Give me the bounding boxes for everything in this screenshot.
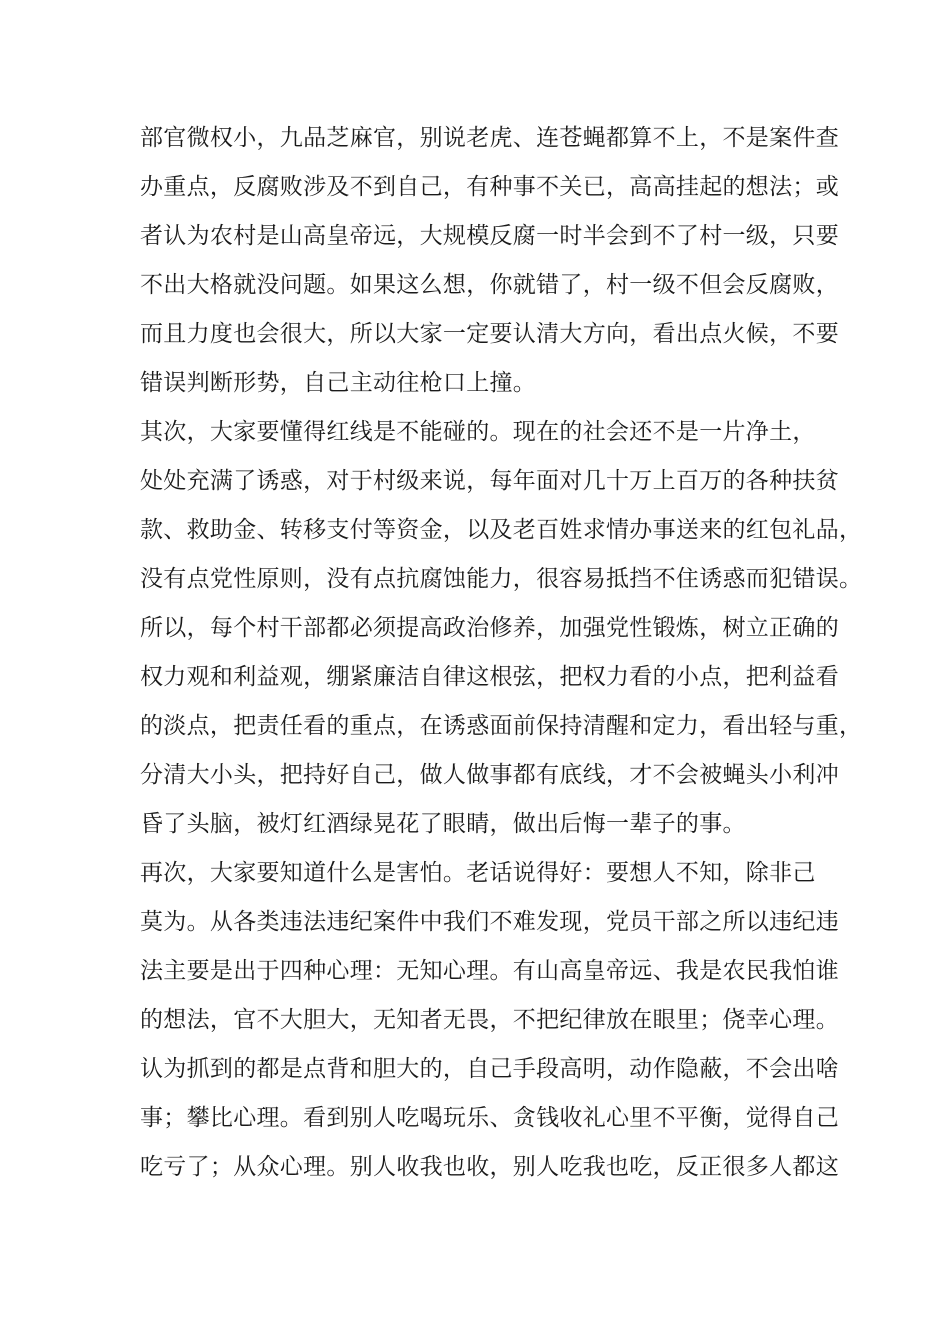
text-line: 法主要是出于四种心理：无知心理。有山高皇帝远、我是农民我怕谁 xyxy=(140,958,839,984)
paragraph-start-line: 其次，大家要懂得红线是不能碰的。现在的社会还不是一片净土， xyxy=(140,419,816,445)
text-line: 而且力度也会很大，所以大家一定要认清大方向，看出点火候，不要 xyxy=(140,321,839,347)
text-line: 的想法，官不大胆大，无知者无畏，不把纪律放在眼里；侥幸心理。 xyxy=(140,1007,839,1033)
text-line: 办重点，反腐败涉及不到自己，有种事不关已，高高挂起的想法；或 xyxy=(140,174,839,200)
text-line: 的淡点，把责任看的重点，在诱惑面前保持清醒和定力，看出轻与重， xyxy=(140,713,863,739)
text-line: 处处充满了诱惑，对于村级来说，每年面对几十万上百万的各种扶贫 xyxy=(140,468,839,494)
text-line: 吃亏了；从众心理。别人收我也收，别人吃我也吃，反正很多人都这 xyxy=(140,1154,839,1180)
text-line: 部官微权小，九品芝麻官，别说老虎、连苍蝇都算不上，不是案件查 xyxy=(140,125,839,151)
text-line: 款、救助金、转移支付等资金，以及老百姓求情办事送来的红包礼品， xyxy=(140,517,863,543)
text-line: 昏了头脑，被灯红酒绿晃花了眼睛，做出后悔一辈子的事。 xyxy=(140,811,746,837)
text-line: 所以，每个村干部都必须提高政治修养，加强党性锻炼，树立正确的 xyxy=(140,615,839,641)
text-line: 者认为农村是山高皇帝远，大规模反腐一时半会到不了村一级，只要 xyxy=(140,223,839,249)
paragraph-start-line: 再次，大家要知道什么是害怕。老话说得好：要想人不知，除非己 xyxy=(140,860,816,886)
text-line: 认为抓到的都是点背和胆大的，自己手段高明，动作隐蔽，不会出啥 xyxy=(140,1056,839,1082)
text-line: 分清大小头，把持好自己，做人做事都有底线，才不会被蝇头小利冲 xyxy=(140,762,839,788)
body-text xyxy=(140,114,863,1192)
text-line: 事；攀比心理。看到别人吃喝玩乐、贪钱收礼心里不平衡，觉得自己 xyxy=(140,1105,839,1131)
text-line: 错误判断形势，自己主动往枪口上撞。 xyxy=(140,370,537,396)
text-line: 没有点党性原则，没有点抗腐蚀能力，很容易抵挡不住诱惑而犯错误。 xyxy=(140,566,863,592)
text-line: 不出大格就没问题。如果这么想，你就错了，村一级不但会反腐败， xyxy=(140,272,839,298)
text-line: 权力观和利益观，绷紧廉洁自律这根弦，把权力看的小点，把利益看 xyxy=(140,664,839,690)
text-line: 莫为。从各类违法违纪案件中我们不难发现，党员干部之所以违纪违 xyxy=(140,909,839,935)
